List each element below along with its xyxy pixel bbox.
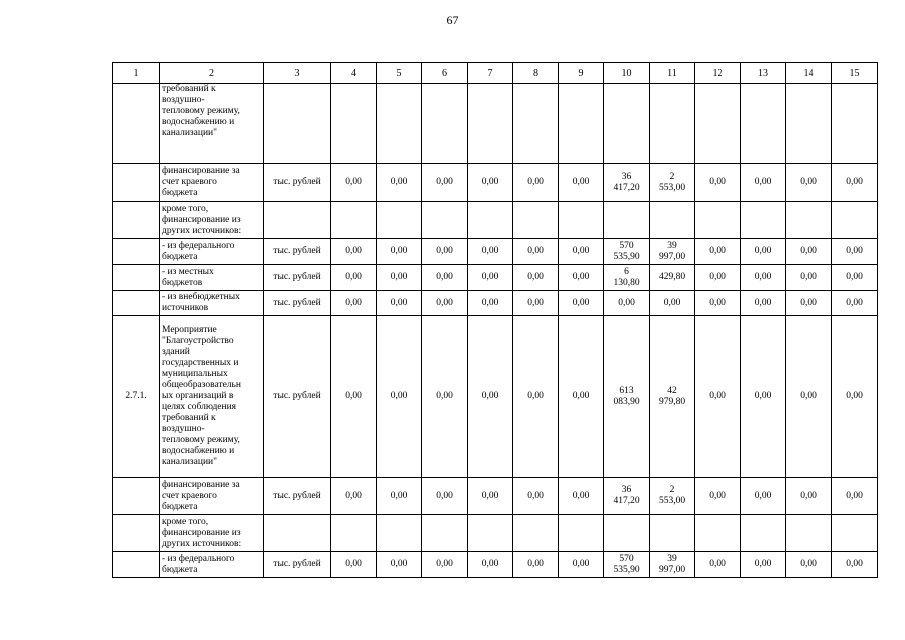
value-cell-col13 (741, 202, 786, 239)
value-text: 2 553,00 (658, 485, 686, 506)
value-text: 0,00 (527, 272, 544, 282)
column-header: 15 (832, 63, 878, 84)
unit-cell: тыс. рублей (264, 316, 331, 478)
value-text: 0,00 (345, 297, 362, 308)
row-index-cell (113, 478, 160, 515)
value-cell-col14 (786, 552, 832, 578)
value-cell-col8 (513, 164, 559, 202)
value-cell-col4 (331, 164, 377, 202)
value-text: 0,00 (846, 297, 863, 308)
value-cell-col15 (832, 291, 878, 316)
value-cell-col6 (422, 291, 468, 316)
value-cell-col9 (559, 202, 604, 239)
value-cell-col9 (559, 84, 604, 164)
row-index-cell (113, 84, 160, 164)
value-cell-col9 (559, 164, 604, 202)
value-cell-col11 (650, 515, 695, 552)
value-cell-col13 (741, 164, 786, 202)
description-text: - из федерального бюджета (162, 240, 235, 262)
value-cell-col4 (331, 265, 377, 291)
value-cell-col5 (377, 552, 422, 578)
value-text: 0,00 (846, 272, 863, 282)
description-text: - из местных бюджетов (162, 266, 214, 288)
value-cell-col7 (468, 291, 513, 316)
column-header: 13 (741, 63, 786, 84)
value-cell-col8 (513, 552, 559, 578)
value-text: 0,00 (572, 391, 590, 401)
column-header: 4 (331, 63, 377, 84)
column-header: 1 (113, 63, 160, 84)
value-text: 0,00 (527, 490, 544, 501)
description-text: кроме того, финансирование из других источников: (162, 516, 242, 549)
value-text: 0,00 (572, 559, 590, 569)
description-text: кроме того, финансирование из других источников: (162, 203, 242, 236)
value-cell-col13 (741, 265, 786, 291)
value-cell-col10 (604, 239, 650, 265)
value-cell-col11 (650, 239, 695, 265)
value-cell-col14 (786, 164, 832, 202)
value-cell-col6 (422, 202, 468, 239)
value-text: 0,00 (754, 559, 772, 569)
value-cell-col5 (377, 164, 422, 202)
description-text: финансирование за счет краевого бюджета (162, 479, 240, 512)
value-text: 0,00 (481, 297, 499, 308)
value-cell-col15 (832, 239, 878, 265)
value-text: 2 553,00 (658, 171, 686, 193)
value-text: 39 997,00 (658, 553, 686, 575)
value-cell-col7 (468, 316, 513, 478)
column-header: 6 (422, 63, 468, 84)
table-row (113, 316, 878, 478)
value-text: 0,00 (436, 490, 453, 501)
table-row (113, 515, 878, 552)
value-cell-col14 (786, 478, 832, 515)
value-text: 0,00 (572, 177, 590, 187)
value-cell-col14 (786, 84, 832, 164)
row-index-cell (113, 202, 160, 239)
description-cell (160, 239, 264, 265)
value-cell-col4 (331, 291, 377, 316)
value-text: 0,00 (436, 297, 453, 308)
value-cell-col6 (422, 84, 468, 164)
row-index-cell: 2.7.1. (113, 316, 160, 478)
value-cell-col15 (832, 202, 878, 239)
value-text: 0,00 (572, 297, 590, 308)
value-text: 0,00 (754, 177, 772, 187)
value-cell-col5 (377, 202, 422, 239)
value-cell-col9 (559, 478, 604, 515)
value-text: 0,00 (481, 177, 499, 187)
value-text: 0,00 (345, 559, 362, 569)
value-cell-col5 (377, 316, 422, 478)
value-cell-col10 (604, 265, 650, 291)
table-row (113, 84, 878, 164)
value-cell-col6 (422, 265, 468, 291)
description-text: требований к воздушно- тепловому режиму, водоснабжению и канализации" (162, 84, 240, 138)
value-cell-col11 (650, 202, 695, 239)
value-text: 0,00 (846, 391, 863, 401)
value-text: 0,00 (754, 246, 772, 256)
value-cell-col7 (468, 515, 513, 552)
value-cell-col14 (786, 291, 832, 316)
value-cell-col11 (650, 84, 695, 164)
value-text: 36 417,20 (613, 171, 640, 193)
value-text: 0,00 (436, 272, 453, 282)
value-cell-col11 (650, 316, 695, 478)
value-cell-col9 (559, 239, 604, 265)
value-cell-col6 (422, 552, 468, 578)
row-index-cell (113, 164, 160, 202)
value-cell-col12 (695, 84, 741, 164)
description-cell (160, 552, 264, 578)
table-row (113, 265, 878, 291)
row-index-cell (113, 515, 160, 552)
value-text: 0,00 (436, 391, 453, 401)
value-text: 6 130,80 (613, 266, 640, 288)
value-text: 0,00 (709, 297, 726, 308)
value-cell-col15 (832, 265, 878, 291)
value-cell-col15 (832, 84, 878, 164)
value-text: 0,00 (390, 391, 408, 401)
value-cell-col4 (331, 552, 377, 578)
table-row (113, 291, 878, 316)
description-cell (160, 164, 264, 202)
value-text: 0,00 (800, 297, 817, 308)
value-cell-col12 (695, 478, 741, 515)
value-text: 0,00 (436, 559, 453, 569)
unit-cell: тыс. рублей (264, 552, 331, 578)
value-cell-col12 (695, 291, 741, 316)
value-cell-col10 (604, 202, 650, 239)
value-text: 0,00 (436, 177, 453, 187)
value-cell-col13 (741, 239, 786, 265)
value-cell-col8 (513, 239, 559, 265)
value-cell-col10 (604, 552, 650, 578)
value-cell-col5 (377, 265, 422, 291)
value-cell-col13 (741, 515, 786, 552)
table-body (113, 84, 878, 578)
value-text: 0,00 (527, 177, 544, 187)
value-text: 0,00 (527, 246, 544, 256)
value-cell-col4 (331, 478, 377, 515)
row-index-cell (113, 552, 160, 578)
value-cell-col14 (786, 265, 832, 291)
value-cell-col13 (741, 478, 786, 515)
value-cell-col15 (832, 515, 878, 552)
value-text: 0,00 (618, 297, 635, 308)
description-cell (160, 265, 264, 291)
column-header: 2 (160, 63, 264, 84)
value-cell-col6 (422, 515, 468, 552)
value-text: 0,00 (481, 559, 499, 569)
value-cell-col15 (832, 316, 878, 478)
value-text: 0,00 (572, 246, 590, 256)
column-number-row (113, 63, 878, 84)
description-cell (160, 84, 264, 164)
value-text: 0,00 (800, 559, 817, 569)
column-header: 8 (513, 63, 559, 84)
value-text: 0,00 (709, 490, 726, 501)
value-cell-col8 (513, 265, 559, 291)
value-cell-col5 (377, 478, 422, 515)
value-text: 0,00 (800, 272, 817, 282)
value-cell-col14 (786, 239, 832, 265)
value-text: 0,00 (390, 177, 408, 187)
table-row (113, 239, 878, 265)
value-cell-col4 (331, 239, 377, 265)
value-text: 0,00 (481, 490, 499, 501)
value-cell-col10 (604, 515, 650, 552)
value-cell-col13 (741, 84, 786, 164)
unit-cell: тыс. рублей (264, 164, 331, 202)
value-text: 0,00 (800, 246, 817, 256)
value-cell-col4 (331, 84, 377, 164)
value-cell-col7 (468, 265, 513, 291)
value-text: 0,00 (709, 391, 726, 401)
value-text: 0,00 (572, 272, 590, 282)
value-cell-col8 (513, 316, 559, 478)
table-row (113, 478, 878, 515)
column-header: 10 (604, 63, 650, 84)
value-cell-col10 (604, 316, 650, 478)
value-cell-col10 (604, 478, 650, 515)
value-text: 570 535,90 (613, 553, 640, 575)
value-text: 0,00 (846, 177, 863, 187)
value-text: 0,00 (527, 297, 544, 308)
unit-cell: тыс. рублей (264, 291, 331, 316)
description-text: финансирование за счет краевого бюджета (162, 166, 240, 198)
value-text: 0,00 (481, 391, 499, 401)
value-cell-col14 (786, 515, 832, 552)
value-text: 0,00 (481, 246, 499, 256)
unit-cell: тыс. рублей (264, 478, 331, 515)
value-text: 0,00 (709, 559, 726, 569)
value-cell-col12 (695, 239, 741, 265)
value-text: 0,00 (846, 246, 863, 256)
value-cell-col10 (604, 291, 650, 316)
value-text: 0,00 (345, 272, 362, 282)
value-text: 0,00 (709, 177, 726, 187)
value-text: 0,00 (846, 490, 863, 501)
value-cell-col8 (513, 515, 559, 552)
value-cell-col15 (832, 552, 878, 578)
description-cell (160, 478, 264, 515)
value-cell-col11 (650, 478, 695, 515)
value-cell-col5 (377, 239, 422, 265)
description-cell (160, 515, 264, 552)
page-number: 67 (446, 13, 459, 27)
table-row (113, 164, 878, 202)
value-cell-col12 (695, 164, 741, 202)
row-index-cell (113, 265, 160, 291)
value-cell-col15 (832, 478, 878, 515)
value-cell-col8 (513, 478, 559, 515)
value-cell-col4 (331, 515, 377, 552)
description-text: Мероприятие "Благоустройство зданий государственных и муниципальных общеобразовательн ых организаций в целях соблюдения требований к воздушно- тепловому режиму, водоснабжению и канализации" (162, 325, 241, 467)
value-text: 0,00 (390, 246, 408, 256)
value-cell-col5 (377, 84, 422, 164)
unit-cell: тыс. рублей (264, 239, 331, 265)
value-cell-col7 (468, 84, 513, 164)
table-row (113, 552, 878, 578)
value-text: 0,00 (390, 490, 408, 501)
value-text: 0,00 (709, 272, 726, 282)
value-cell-col12 (695, 515, 741, 552)
value-text: 0,00 (800, 391, 817, 401)
value-cell-col4 (331, 202, 377, 239)
unit-cell (264, 202, 331, 239)
value-cell-col11 (650, 552, 695, 578)
value-cell-col7 (468, 478, 513, 515)
value-cell-col11 (650, 265, 695, 291)
value-text: 0,00 (846, 559, 863, 569)
value-cell-col12 (695, 202, 741, 239)
value-cell-col13 (741, 316, 786, 478)
value-text: 0,00 (345, 177, 362, 187)
value-cell-col7 (468, 552, 513, 578)
column-header: 12 (695, 63, 741, 84)
value-text: 0,00 (436, 246, 453, 256)
value-cell-col9 (559, 316, 604, 478)
value-text: 0,00 (754, 490, 772, 501)
budget-table (112, 62, 878, 578)
value-text: 0,00 (572, 490, 590, 501)
value-cell-col4 (331, 316, 377, 478)
value-cell-col12 (695, 316, 741, 478)
value-cell-col10 (604, 84, 650, 164)
description-cell (160, 202, 264, 239)
column-header: 9 (559, 63, 604, 84)
value-cell-col6 (422, 316, 468, 478)
value-cell-col14 (786, 202, 832, 239)
value-text: 0,00 (390, 297, 408, 308)
value-cell-col6 (422, 164, 468, 202)
column-header: 5 (377, 63, 422, 84)
value-text: 36 417,20 (613, 485, 640, 506)
value-cell-col7 (468, 164, 513, 202)
value-cell-col8 (513, 84, 559, 164)
value-text: 0,00 (390, 559, 408, 569)
value-text: 613 083,90 (613, 385, 640, 407)
value-text: 0,00 (800, 490, 817, 501)
column-header: 7 (468, 63, 513, 84)
value-text: 0,00 (754, 297, 772, 308)
value-text: 0,00 (481, 272, 499, 282)
value-text: 429,80 (658, 272, 686, 282)
value-cell-col7 (468, 202, 513, 239)
description-cell (160, 291, 264, 316)
value-cell-col8 (513, 202, 559, 239)
value-text: 0,00 (709, 246, 726, 256)
value-text: 0,00 (754, 391, 772, 401)
value-text: 0,00 (527, 391, 544, 401)
row-index-cell (113, 291, 160, 316)
value-text: 0,00 (754, 272, 772, 282)
value-cell-col9 (559, 552, 604, 578)
description-cell (160, 316, 264, 478)
value-cell-col8 (513, 291, 559, 316)
row-index-cell (113, 239, 160, 265)
description-text: - из федерального бюджета (162, 553, 235, 575)
value-text: 570 535,90 (613, 240, 640, 262)
value-cell-col15 (832, 164, 878, 202)
value-text: 0,00 (345, 391, 362, 401)
value-cell-col6 (422, 239, 468, 265)
value-text: 0,00 (800, 177, 817, 187)
unit-cell: тыс. рублей (264, 265, 331, 291)
value-text: 0,00 (345, 490, 362, 501)
value-cell-col10 (604, 164, 650, 202)
value-text: 42 979,80 (658, 385, 686, 407)
value-cell-col9 (559, 291, 604, 316)
value-cell-col12 (695, 552, 741, 578)
value-cell-col13 (741, 291, 786, 316)
column-header: 3 (264, 63, 331, 84)
value-cell-col11 (650, 291, 695, 316)
value-cell-col9 (559, 515, 604, 552)
description-text: - из внебюджетных источников (162, 292, 240, 313)
value-cell-col13 (741, 552, 786, 578)
unit-cell (264, 515, 331, 552)
value-cell-col9 (559, 265, 604, 291)
value-text: 0,00 (663, 297, 681, 308)
column-header: 11 (650, 63, 695, 84)
value-text: 39 997,00 (658, 240, 686, 262)
value-text: 0,00 (390, 272, 408, 282)
value-text: 0,00 (345, 246, 362, 256)
value-text: 0,00 (527, 559, 544, 569)
table-row (113, 202, 878, 239)
value-cell-col7 (468, 239, 513, 265)
value-cell-col12 (695, 265, 741, 291)
value-cell-col6 (422, 478, 468, 515)
value-cell-col5 (377, 515, 422, 552)
value-cell-col11 (650, 164, 695, 202)
value-cell-col14 (786, 316, 832, 478)
column-header: 14 (786, 63, 832, 84)
unit-cell (264, 84, 331, 164)
value-cell-col5 (377, 291, 422, 316)
